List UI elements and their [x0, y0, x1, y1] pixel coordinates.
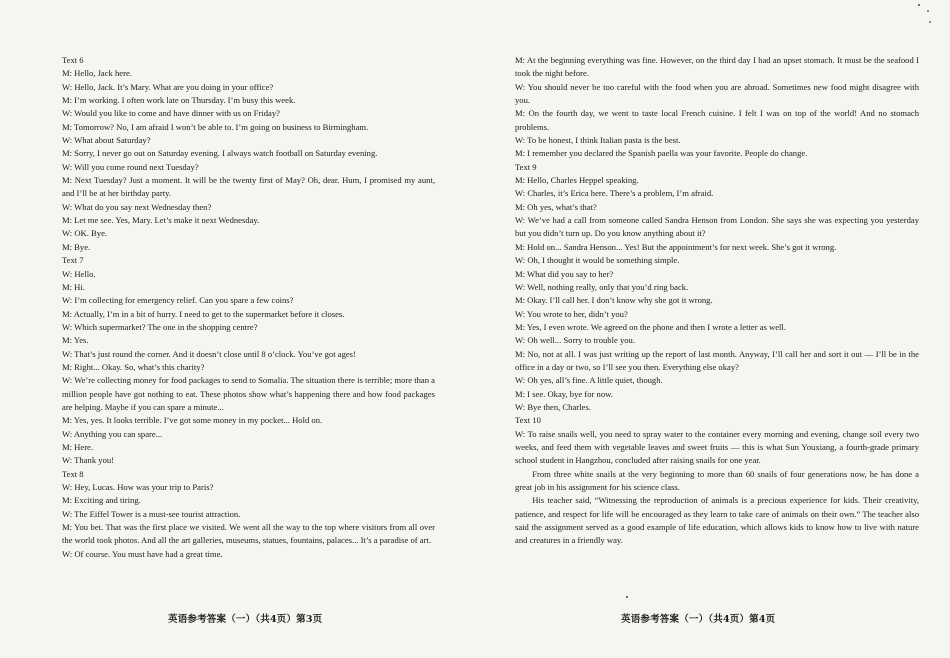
- dialogue-line: W: Well, nothing really, only that you’d ring back.: [515, 281, 689, 292]
- dialogue-line: M: Hold on... Sandra Henson... Yes! But the appointment’s for next week. She’s got it wrong.: [515, 241, 837, 252]
- dialogue-line: W: You wrote to her, didn’t you?: [515, 308, 628, 319]
- dialogue-line: W: What about Saturday?: [62, 135, 151, 146]
- dialogue-line: W: Oh yes, all’s fine. A little quiet, though.: [515, 375, 663, 386]
- dialogue-line: M: Exciting and tiring.: [62, 495, 141, 506]
- dialogue-line: M: Oh yes, what’s that?: [515, 201, 597, 212]
- dialogue-line: M: Actually, I’m in a bit of hurry. I need to get to the supermarket before it closes.: [62, 308, 345, 319]
- dialogue-line: M: No, not at all. I was just writing up the report of last month. Anyway, I’ll call her and sort it out — I’ll be in the office in a day or two, so I’ll see you then. Everything else okay?: [515, 348, 919, 372]
- passage-paragraph: His teacher said, “Witnessing the reproduction of animals is a precious experience for kids. Their creativity, patience, and respect for life will be encouraged as they learn to take care of animals on their own.” The teacher also said the assignment served as a good example of life education, which allows kids to know how to live with nature and creatures in a friendly way.: [515, 495, 919, 546]
- section-heading-text-6: Text 6: [62, 55, 84, 65]
- page-footer-4: 英语参考答案（一）（共4页）第4页: [621, 614, 776, 625]
- scan-speck: [626, 596, 628, 598]
- dialogue-line: W: We’re collecting money for food packages to send to Somalia. The situation there is terrible; more than a million people have got nothing to eat. These photos show what’s happening there and how food packages are helping. Maybe if you can spare a minute...: [62, 375, 435, 412]
- dialogue-line: M: Bye.: [62, 241, 91, 252]
- dialogue-line: M: On the fourth day, we went to taste local French cuisine. I felt I was on top of the world! And no stomach problems.: [515, 108, 919, 132]
- dialogue-line: M: Hello, Charles Heppel speaking.: [515, 175, 639, 186]
- dialogue-line: M: I’m working. I often work late on Thursday. I’m busy this week.: [62, 95, 296, 106]
- right-page-content: [515, 54, 919, 548]
- page-footer-3: 英语参考答案（一）（共4页）第3页: [168, 614, 323, 625]
- dialogue-line: W: Hello.: [62, 268, 96, 279]
- dialogue-line: M: Yes, I even wrote. We agreed on the phone and then I wrote a letter as well.: [515, 321, 786, 332]
- dialogue-line: W: Anything you can spare...: [62, 428, 163, 439]
- dialogue-line: M: You bet. That was the first place we visited. We went all the way to the top where visitors from all over the world took photos. And all the art galleries, museums, statues, fountains, palaces... It’s a paradise of art.: [62, 522, 435, 546]
- dialogue-line: W: Thank you!: [62, 455, 115, 466]
- dialogue-line: W: Of course. You must have had a great time.: [62, 548, 223, 559]
- dialogue-line: W: The Eiffel Tower is a must-see tourist attraction.: [62, 508, 241, 519]
- dialogue-line: M: Sorry, I never go out on Saturday evening. I always watch football on Saturday evening.: [62, 148, 378, 159]
- dialogue-line: W: You should never be too careful with the food when you are abroad. Sometimes new food might disagree with you.: [515, 81, 919, 106]
- dialogue-line: W: We’ve had a call from someone called Sandra Henson from London. She says she was expecting you yesterday but you didn’t turn up. Do you know anything about it?: [515, 215, 919, 239]
- dialogue-line: W: Charles, it’s Erica here. There’s a problem, I’m afraid.: [515, 188, 714, 199]
- dialogue-line: M: Let me see. Yes, Mary. Let’s make it next Wednesday.: [62, 215, 260, 226]
- dialogue-line: M: Hi.: [62, 281, 85, 292]
- dialogue-line: W: To be honest, I think Italian pasta is the best.: [515, 135, 681, 146]
- left-page-content: [62, 54, 435, 561]
- dialogue-line: M: I remember you declared the Spanish paella was your favorite. People do change.: [515, 148, 808, 159]
- dialogue-line: M: At the beginning everything was fine. However, on the third day I had an upset stomach. It must be the seafood I took the night before.: [515, 55, 919, 79]
- dialogue-line: M: Right... Okay. So, what’s this charity?: [62, 361, 205, 372]
- corner-mark-icon: [916, 2, 934, 26]
- section-heading-text-10: Text 10: [515, 415, 541, 426]
- dialogue-line: W: Would you like to come and have dinner with us on Friday?: [62, 108, 280, 119]
- dialogue-line: W: Hello, Jack. It’s Mary. What are you doing in your office?: [62, 81, 274, 92]
- dialogue-line: W: Bye then, Charles.: [515, 401, 591, 412]
- section-heading-text-8: Text 8: [62, 468, 84, 479]
- section-heading-text-7: Text 7: [62, 255, 84, 266]
- dialogue-line: W: That’s just round the corner. And it doesn’t close until 8 o’clock. You’ve got ages!: [62, 348, 356, 359]
- dialogue-line: M: Here.: [62, 441, 94, 452]
- section-heading-text-9: Text 9: [515, 161, 537, 172]
- dialogue-line: W: Will you come round next Tuesday?: [62, 161, 199, 172]
- dialogue-line: W: Oh, I thought it would be something simple.: [515, 255, 680, 266]
- dialogue-line: W: OK. Bye.: [62, 228, 108, 239]
- dialogue-line: M: Next Tuesday? Just a moment. It will be the twenty first of May? Oh, dear. Hum, I promised my aunt, and I’ll be at her birthday party.: [62, 175, 435, 199]
- dialogue-line: M: Yes.: [62, 335, 89, 346]
- dialogue-line: W: Oh well... Sorry to trouble you.: [515, 335, 635, 346]
- dialogue-line: M: Yes, yes. It looks terrible. I’ve got some money in my pocket... Hold on.: [62, 415, 323, 426]
- passage-paragraph: From three white snails at the very beginning to more than 60 snails of four generations now, he has done a great job in his assignment for his science class.: [515, 468, 919, 492]
- dialogue-line: M: I see. Okay, bye for now.: [515, 388, 613, 399]
- right-page: [475, 0, 950, 658]
- dialogue-line: W: Which supermarket? The one in the shopping centre?: [62, 321, 258, 332]
- dialogue-line: M: Tomorrow? No, I am afraid I won’t be able to. I’m going on business to Birmingham.: [62, 121, 369, 132]
- dialogue-line: M: Hello, Jack here.: [62, 68, 132, 79]
- dialogue-line: W: I’m collecting for emergency relief. Can you spare a few coins?: [62, 295, 294, 306]
- dialogue-line: M: Okay. I’ll call her. I don’t know why she got it wrong.: [515, 295, 713, 306]
- dialogue-line: W: To raise snails well, you need to spray water to the container every morning and evening, change soil every two weeks, and feed them with vegetable leaves and sweet fruits — this is what Sun Youxiang, a fourth-grade primary school student in Hangzhou, concluded after raising snails for one year.: [515, 428, 919, 466]
- dialogue-line: W: What do you say next Wednesday then?: [62, 201, 212, 212]
- dialogue-line: W: Hey, Lucas. How was your trip to Paris?: [62, 482, 214, 492]
- dialogue-line: M: What did you say to her?: [515, 268, 614, 279]
